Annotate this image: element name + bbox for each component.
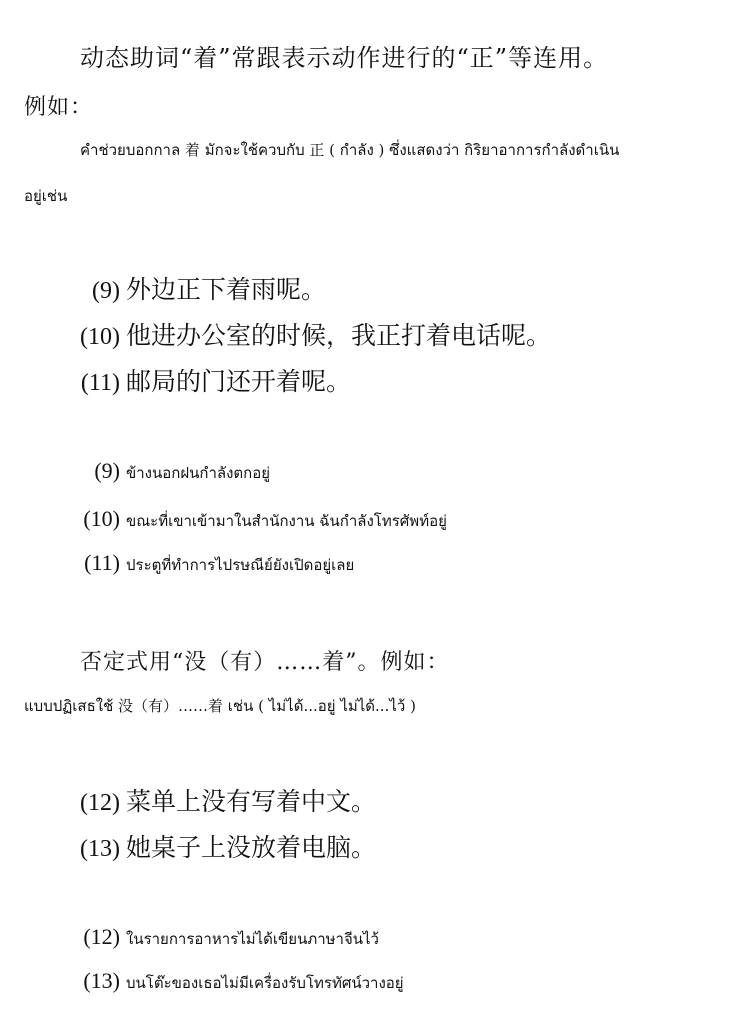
intro-th-line-2: อยู่เช่น (24, 187, 68, 205)
example-number: (9) (92, 278, 120, 304)
example-text: ขณะที่เขาเข้ามาในสำนักงาน ฉันกำลังโทรศัพท์อยู่ (126, 512, 447, 530)
example-text: บนโต๊ะของเธอไม่มีเครื่องรับโทรทัศน์วางอยู่ (126, 974, 404, 992)
intro-th-line-1: คำช่วยบอกกาล 着 มักจะใช้ควบกับ 正 ( กำลัง ) ซึ่งแสดงว่า กิริยาอาการกำลังดำเนิน (80, 141, 620, 159)
example-text: 菜单上没有写着中文。 (126, 787, 377, 816)
example-zh-13 (64, 828, 376, 864)
example-number: (11) (84, 550, 120, 575)
example-zh-10 (64, 316, 551, 352)
intro-zh-line-2: 例如： (24, 95, 94, 120)
example-number: (11) (80, 370, 120, 396)
example-th-10 (64, 506, 447, 533)
negation-zh: 否定式用“没（有）……着”。例如： (80, 650, 450, 675)
example-number: (9) (94, 458, 120, 483)
example-text: 他进办公室的时候，我正打着电话呢。 (126, 321, 552, 350)
example-th-13 (64, 968, 404, 995)
example-text: ประตูที่ทำการไปรษณีย์ยังเปิดอยู่เลย (126, 556, 355, 574)
example-number: (13) (83, 968, 120, 993)
intro-zh-line-1: 动态助词“着”常跟表示动作进行的“正”等连用。 (80, 44, 609, 72)
example-th-12 (64, 924, 379, 951)
example-zh-11 (64, 362, 351, 398)
negation-th: แบบปฏิเสธใช้ 没（有）……着 เช่น ( ไม่ได้...อยู่ ไม่ได้...ไว้ ) (24, 697, 416, 715)
example-number: (12) (80, 790, 120, 816)
example-text: 外边正下着雨呢。 (126, 275, 327, 304)
example-number: (12) (83, 924, 120, 949)
example-text: 她桌子上没放着电脑。 (126, 833, 377, 862)
example-text: ข้างนอกฝนกำลังตกอยู่ (126, 464, 271, 482)
example-number: (13) (80, 836, 120, 862)
example-number: (10) (80, 324, 120, 350)
example-zh-9 (64, 270, 326, 306)
example-th-9 (64, 458, 270, 485)
example-number: (10) (83, 506, 120, 531)
example-text: 邮局的门还开着呢。 (126, 367, 352, 396)
example-zh-12 (64, 782, 376, 818)
example-text: ในรายการอาหารไม่ได้เขียนภาษาจีนไว้ (126, 930, 379, 948)
example-th-11 (64, 550, 354, 577)
